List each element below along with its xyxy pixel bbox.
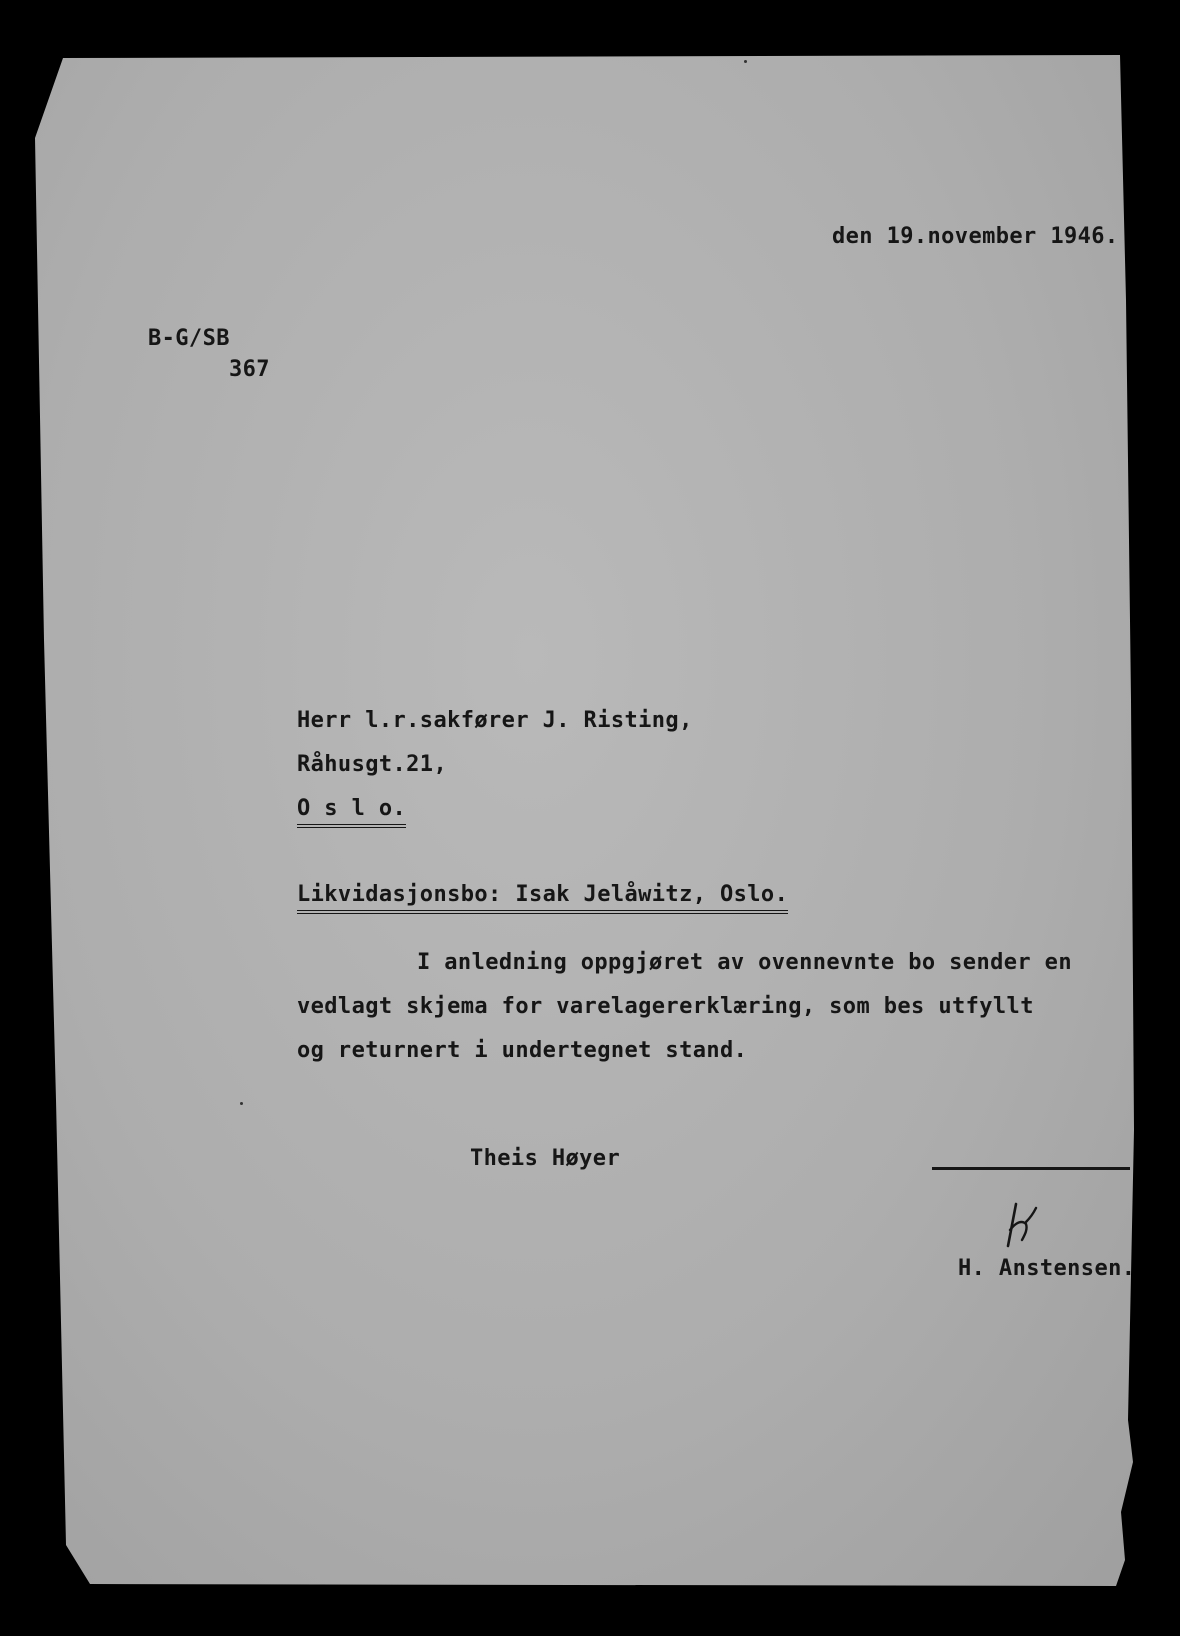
signature-rule [932,1167,1130,1170]
reference-number: 367 [229,357,270,382]
letter-date: den 19.november 1946. [832,224,1119,249]
dust-speck [744,60,747,63]
reference-code: B-G/SB [148,326,230,351]
body-line-3: og returnert i undertegnet stand. [297,1038,748,1063]
dust-speck [240,1102,243,1105]
recipient-street: Råhusgt.21, [297,752,448,777]
subject-line: Likvidasjonsbo: Isak Jelåwitz, Oslo. [297,882,788,914]
cc-name: H. Anstensen. [958,1256,1136,1281]
recipient-city: O s l o. [297,796,406,828]
recipient-name: Herr l.r.sakfører J. Risting, [297,708,693,733]
body-line-2: vedlagt skjema for varelagererklæring, som bes utfyllt [297,994,1034,1019]
signatory-name: Theis Høyer [470,1146,621,1171]
handwritten-initials [1002,1200,1042,1252]
body-line-1: I anledning oppgjøret av ovennevnte bo sender en [417,950,1072,975]
